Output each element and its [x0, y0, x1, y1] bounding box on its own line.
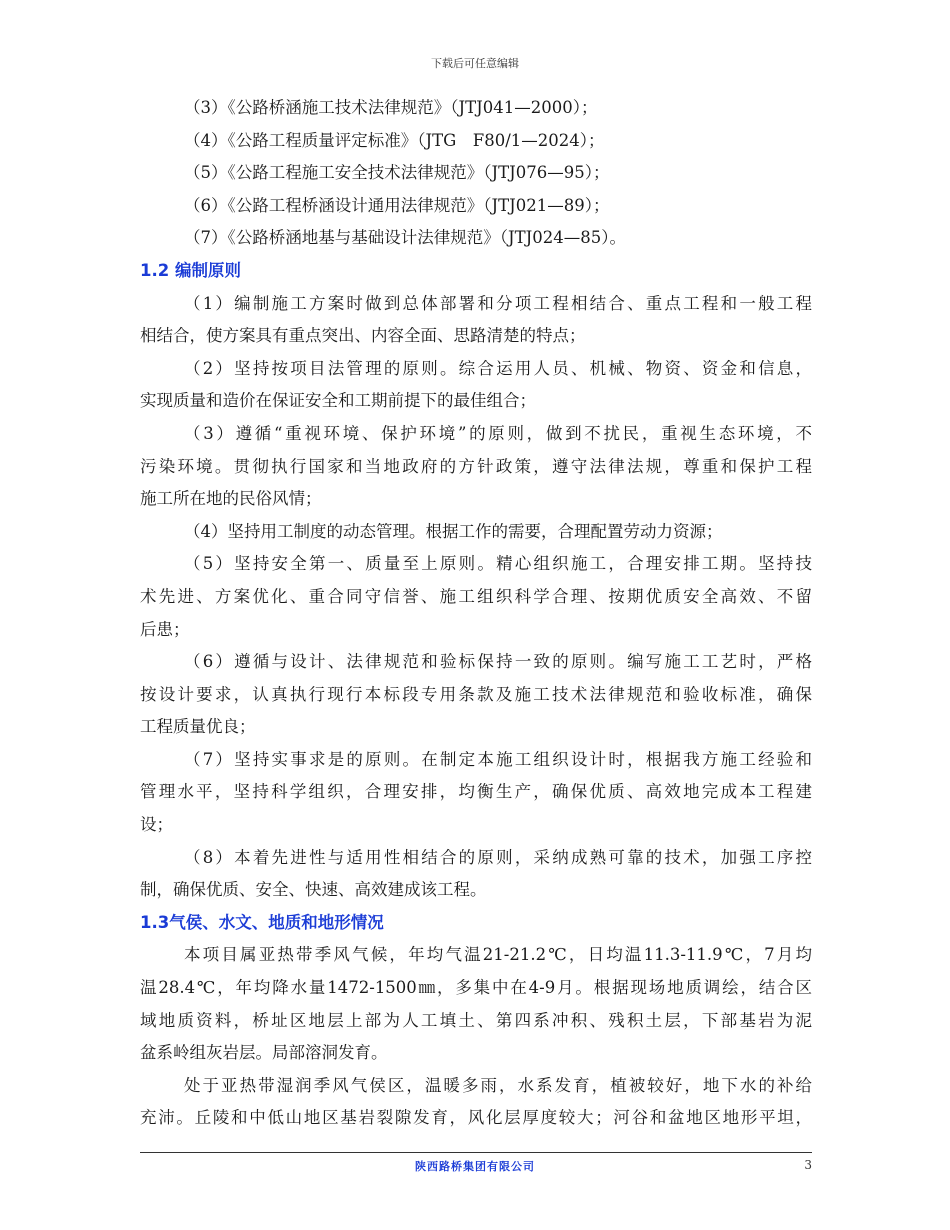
- page-header: 下载后可任意编辑: [431, 57, 519, 70]
- body-text-line: 设；: [140, 815, 173, 835]
- body-text-line: 按设计要求，认真执行现行本标段专用条款及施工技术法律规范和验收标准，确保: [140, 684, 812, 704]
- body-text-line: 本项目属亚热带季风气候，年均气温21-21.2℃，日均温11.3-11.9℃，7月均: [184, 945, 812, 965]
- body-text-line: （7）坚持实事求是的原则。在制定本施工组织设计时，根据我方施工经验和: [184, 749, 812, 769]
- body-text-line: 相结合，使方案具有重点突出、内容全面、思路清楚的特点；: [140, 326, 586, 346]
- body-text-line: （7）《公路桥涵地基与基础设计法律规范》（JTJ024—85）。: [184, 228, 626, 248]
- body-text-line: 温28.4℃，年均降水量1472-1500㎜，多集中在4-9月。根据现场地质调绘，结合区: [140, 978, 812, 998]
- footer-company: 陕西路桥集团有限公司: [415, 1160, 535, 1173]
- body-text-line: 域地质资料，桥址区地层上部为人工填土、第四系冲积、残积土层，下部基岩为泥: [140, 1010, 812, 1030]
- body-text-line: （2）坚持按项目法管理的原则。综合运用人员、机械、物资、资金和信息，: [184, 358, 812, 378]
- body-text-line: （3）遵循“重视环境、保护环境”的原则，做到不扰民，重视生态环境，不: [184, 423, 812, 443]
- footer-divider: [140, 1152, 812, 1153]
- body-text-line: （5）坚持安全第一、质量至上原则。精心组织施工，合理安排工期。坚持技: [184, 554, 812, 574]
- body-text-line: （6）遵循与设计、法律规范和验标保持一致的原则。编写施工工艺时，严格: [184, 652, 812, 672]
- section-heading: 1.2 编制原则: [140, 260, 241, 280]
- body-text-line: （4）坚持用工制度的动态管理。根据工作的需要，合理配置劳动力资源；: [184, 521, 723, 541]
- body-text-line: （3）《公路桥涵施工技术法律规范》（JTJ041—2000）；: [184, 98, 598, 117]
- body-text-line: （5）《公路工程施工安全技术法律规范》（JTJ076—95）；: [184, 163, 610, 183]
- body-text-line: 处于亚热带湿润季风气侯区，温暖多雨，水系发育，植被较好，地下水的补给: [184, 1075, 812, 1095]
- body-text-line: 后患；: [140, 619, 190, 639]
- body-text-line: 术先进、方案优化、重合同守信誉、施工组织科学合理、按期优质安全高效、不留: [140, 586, 812, 606]
- page-number: 3: [804, 1158, 812, 1172]
- body-text-line: （4）《公路工程质量评定标准》（JTG F80/1—2024）；: [184, 130, 605, 150]
- body-text-line: 制，确保优质、安全、快速、高效建成该工程。: [140, 880, 487, 900]
- document-body: [140, 92, 812, 1135]
- section-heading: 1.3气侯、水文、地质和地形情况: [140, 912, 384, 932]
- body-text-line: 充沛。丘陵和中低山地区基岩裂隙发育，风化层厚度较大；河谷和盆地区地形平坦，: [140, 1108, 812, 1128]
- body-text-line: 污染环境。贯彻执行国家和当地政府的方针政策，遵守法律法规，尊重和保护工程: [140, 456, 812, 476]
- body-text-line: 管理水平，坚持科学组织，合理安排，均衡生产，确保优质、高效地完成本工程建: [140, 782, 812, 802]
- body-text-line: 实现质量和造价在保证安全和工期前提下的最佳组合；: [140, 391, 536, 411]
- body-text-line: 施工所在地的民俗风情；: [140, 489, 322, 509]
- body-text-line: （1）编制施工方案时做到总体部署和分项工程相结合、重点工程和一般工程: [184, 293, 812, 313]
- body-text-line: 工程质量优良；: [140, 717, 256, 737]
- body-text-line: （6）《公路工程桥涵设计通用法律规范》（JTJ021—89）；: [184, 195, 610, 215]
- body-text-line: 盆系岭组灰岩层。局部溶洞发育。: [140, 1043, 388, 1063]
- body-text-line: （8）本着先进性与适用性相结合的原则，采纳成熟可靠的技术，加强工序控: [184, 847, 812, 867]
